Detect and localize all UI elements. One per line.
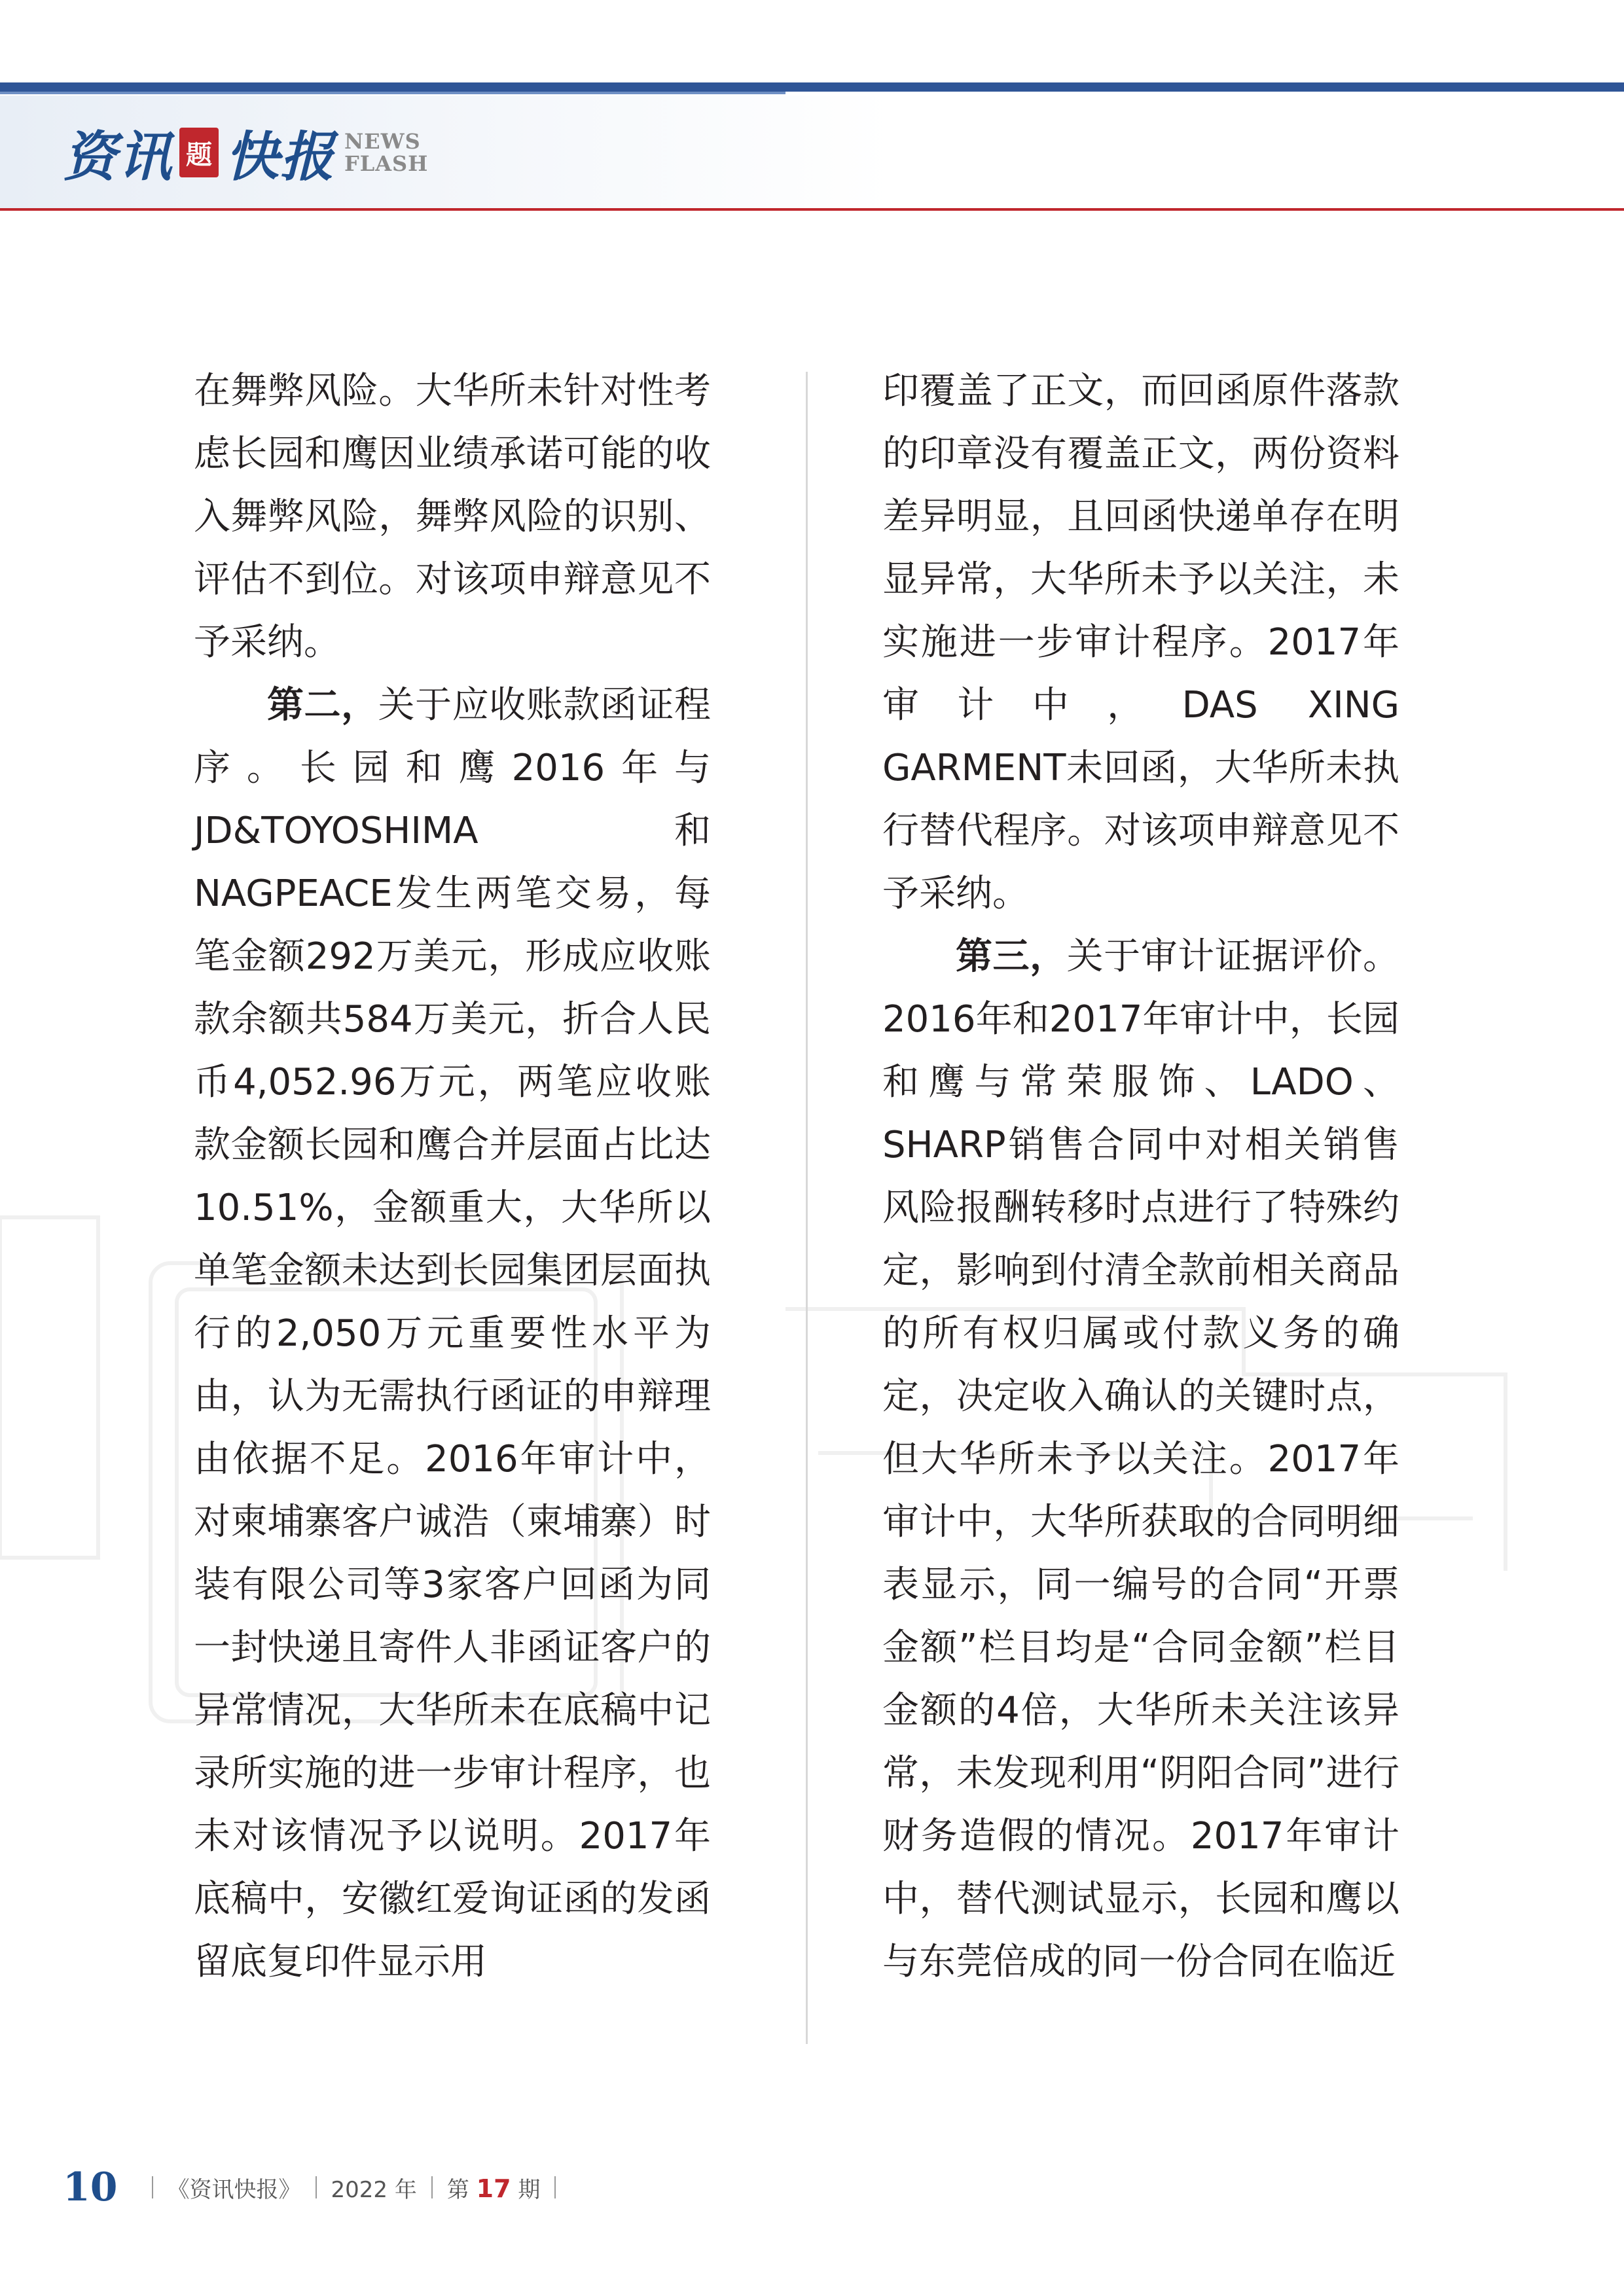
header-accent-bar [0,92,785,94]
left-paragraph-2-body: 关于应收账款函证程序。长园和鹰2016年与JD&TOYOSHIMA和NAGPEACE发生两笔交易，每笔金额292万美元，形成应收账款余额共584万美元，折合人民币4,052.96万元，两笔应收账款金额长园和鹰合并层面占比达10.51%，金额重大，大华所以单笔金额未达到长园集团层面执行的2,050万元重要性水平为由，认为无需执行函证的申辩理由依据不足。2016年审计中，对柬埔寨客户诚浩（柬埔寨）时装有限公司等3家客户回函为同一封快递且寄件人非函证客户的异常情况，大华所未在底稿中记录所实施的进一步审计程序，也未对该情况予以说明。2017年底稿中，安徽红爱询证函的发函留底复印件显示用 [194,684,712,1983]
footer-separator [152,2176,153,2198]
masthead [63,117,428,188]
right-paragraph-2-body: 关于审计证据评价。2016年和2017年审计中，长园和鹰与常荣服饰、LADO、SHARP销售合同中对相关销售风险报酬转移时点进行了特殊约定，影响到付清全款前相关商品的所有权归属或付款义务的确定，决定收入确认的关键时点，但大华所未予以关注。2017年审计中，大华所获取的合同明细表显示，同一编号的合同“开票金额”栏目均是“合同金额”栏目金额的4倍，大华所未关注该异常，未发现利用“阴阳合同”进行财务造假的情况。2017年审计中，替代测试显示，长园和鹰以与东莞倍成的同一份合同在临近 [882,935,1400,1983]
issue-number: 17 [476,2174,511,2203]
left-paragraph-2 [194,674,711,1994]
footer-separator [431,2176,433,2198]
issue-suffix: 期 [518,2176,541,2203]
page-number: 10 [63,2164,118,2210]
header-top-bar [0,82,1624,92]
issue-prefix: 第 [446,2176,469,2203]
left-column [194,360,711,1994]
section-two-lead: 第二， [267,684,378,726]
footer-separator [554,2176,556,2198]
header-rule [0,208,1624,211]
column-divider [806,372,808,2044]
section-three-lead: 第三， [956,935,1067,978]
right-paragraph-2 [882,925,1399,1994]
publication-year: 2022 年 [331,2176,417,2203]
flash-label: FLASH [344,151,429,176]
news-flash-label [344,130,428,175]
publication-name: 《资讯快报》 [167,2176,301,2203]
issue-label [447,2172,541,2204]
news-label: NEWS [344,129,421,154]
masthead-title-part2: 快报 [225,125,335,188]
footer [63,2161,570,2214]
right-column [882,360,1399,1994]
footer-separator [316,2176,317,2198]
masthead-title-part1: 资讯 [63,125,173,188]
left-paragraph-1: 在舞弊风险。大华所未针对性考虑长园和鹰因业绩承诺可能的收入舞弊风险，舞弊风险的识别、评估不到位。对该项申辩意见不予采纳。 [194,370,711,664]
seal-icon: 题 [179,128,219,177]
right-paragraph-1: 印覆盖了正文，而回函原件落款的印章没有覆盖正文，两份资料差异明显，且回函快递单存在明显异常，大华所未予以关注，未实施进一步审计程序。2017年审计中，DAS XING GARMENT未回函，大华所未执行替代程序。对该项申辩意见不予采纳。 [882,370,1399,915]
